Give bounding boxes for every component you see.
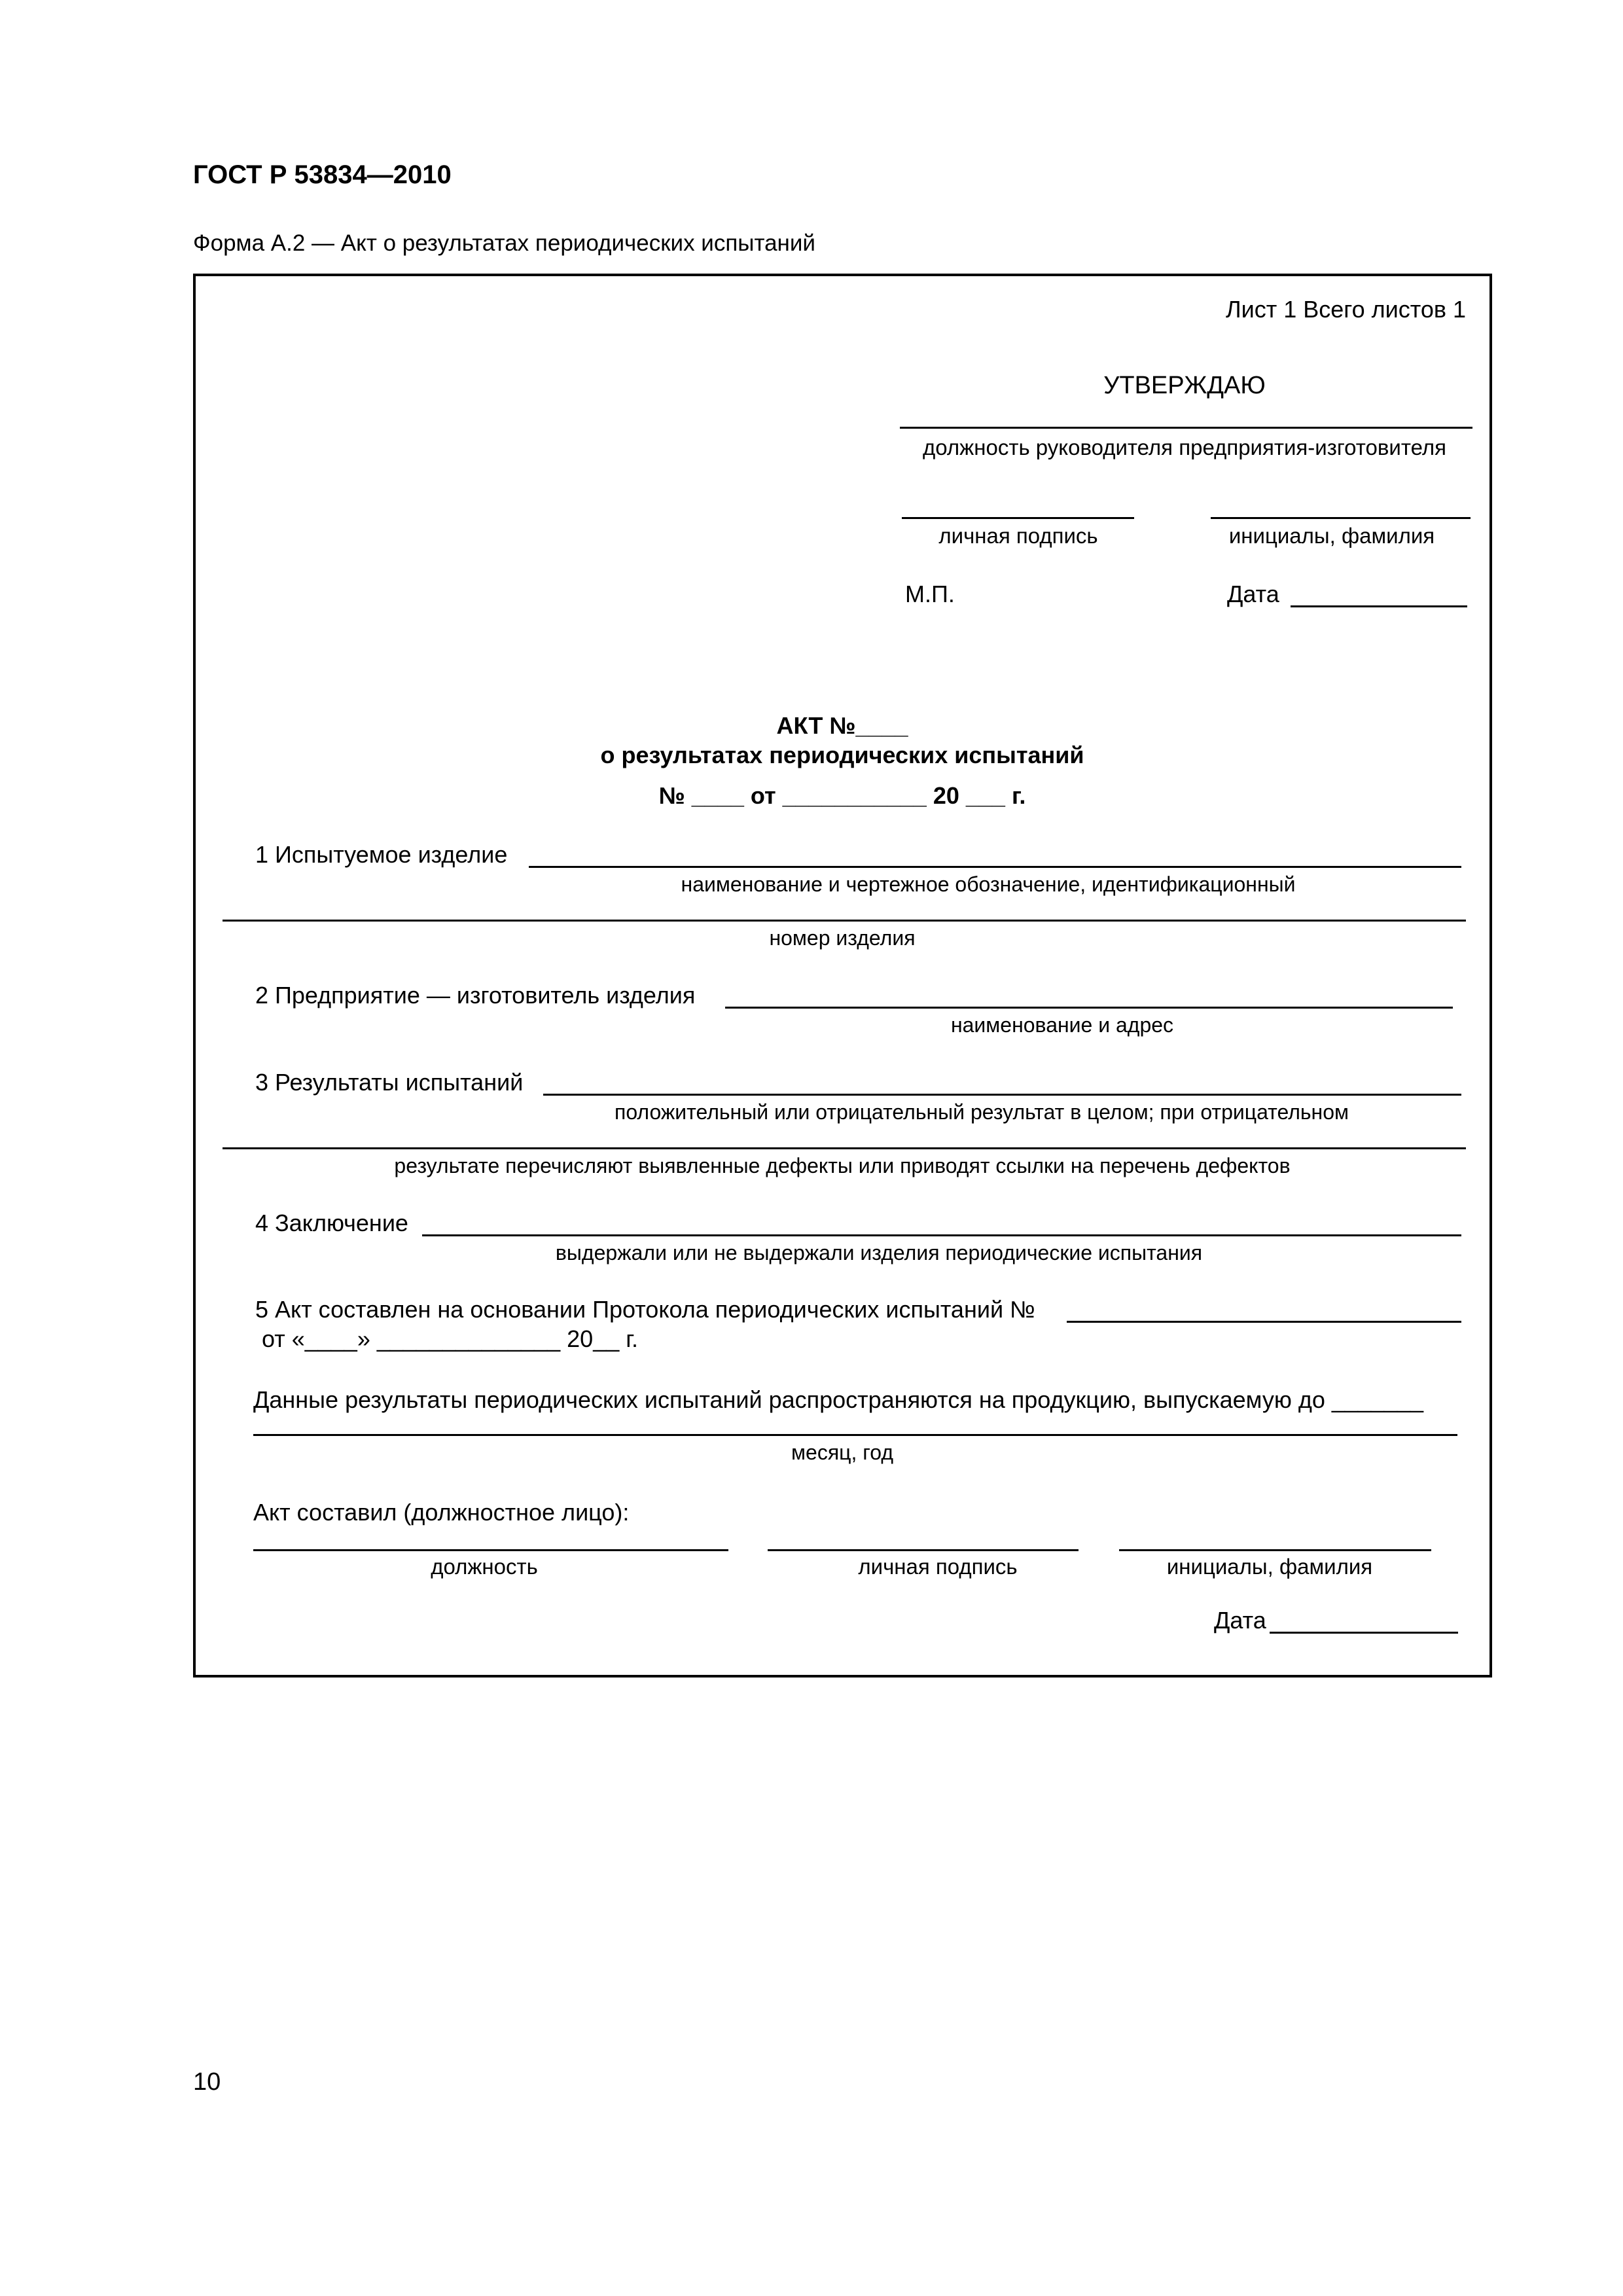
- item3-label: 3 Результаты испытаний: [255, 1069, 524, 1096]
- signature-field[interactable]: [902, 517, 1134, 519]
- item1-caption-continued: номер изделия: [769, 926, 916, 950]
- sheet-info: Лист 1 Всего листов 1: [1225, 296, 1466, 323]
- item5-protocol-field[interactable]: [1067, 1321, 1461, 1323]
- compiler-label: Акт составил (должностное лицо):: [253, 1499, 630, 1526]
- compiler-signature-field[interactable]: [768, 1549, 1079, 1551]
- signature-caption: личная подпись: [938, 524, 1098, 548]
- page-number: 10: [193, 2068, 221, 2096]
- approval-date-field[interactable]: [1291, 605, 1467, 607]
- initials-field[interactable]: [1211, 517, 1471, 519]
- document-header: ГОСТ Р 53834—2010: [193, 160, 452, 189]
- compiler-initials-field[interactable]: [1119, 1549, 1431, 1551]
- item2-field[interactable]: [725, 1007, 1453, 1009]
- item5-date: от «____» ______________ 20__ г.: [262, 1325, 638, 1352]
- initials-caption: инициалы, фамилия: [1228, 524, 1435, 548]
- approval-date-label: Дата: [1227, 581, 1279, 607]
- item3-caption: положительный или отрицательный результат в целом; при отрицательном: [614, 1100, 1349, 1124]
- item1-field-continued[interactable]: [223, 920, 1466, 922]
- act-title: АКТ №____: [776, 712, 908, 739]
- item2-label: 2 Предприятие — изготовитель изделия: [255, 982, 696, 1009]
- item3-field[interactable]: [543, 1094, 1461, 1096]
- item1-field[interactable]: [529, 866, 1461, 868]
- approval-title: УТВЕРЖДАЮ: [1103, 372, 1266, 399]
- item4-field[interactable]: [422, 1234, 1461, 1236]
- item3-caption-continued: результате перечисляют выявленные дефекты или приводят ссылки на перечень дефектов: [394, 1154, 1291, 1177]
- item4-caption: выдержали или не выдержали изделия периодические испытания: [555, 1241, 1203, 1265]
- item5-label: 5 Акт составлен на основании Протокола периодических испытаний №: [255, 1296, 1035, 1323]
- item1-caption: наименование и чертежное обозначение, идентификационный: [681, 872, 1296, 896]
- compiler-position-caption: должность: [431, 1554, 538, 1579]
- validity-caption: месяц, год: [791, 1441, 893, 1464]
- item1-label: 1 Испытуемое изделие: [255, 841, 508, 868]
- item4-label: 4 Заключение: [255, 1210, 408, 1236]
- item2-caption: наименование и адрес: [950, 1013, 1174, 1037]
- validity-field[interactable]: [253, 1434, 1457, 1436]
- item3-field-continued[interactable]: [223, 1147, 1466, 1149]
- stamp-label: М.П.: [905, 581, 955, 607]
- form-frame: [193, 274, 1492, 1677]
- compiler-signature-caption: личная подпись: [858, 1554, 1018, 1579]
- validity-text: Данные результаты периодических испытаний распространяются на продукцию, выпускаемую до _______: [253, 1386, 1423, 1413]
- compiler-date-field[interactable]: [1270, 1632, 1458, 1634]
- compiler-position-field[interactable]: [253, 1549, 728, 1551]
- act-subtitle: о результатах периодических испытаний: [600, 742, 1084, 768]
- compiler-initials-caption: инициалы, фамилия: [1166, 1554, 1373, 1579]
- position-field[interactable]: [900, 427, 1472, 429]
- form-caption: Форма А.2 — Акт о результатах периодических испытаний: [193, 230, 815, 256]
- compiler-date-label: Дата: [1214, 1607, 1266, 1634]
- act-number-line: № ____ от ___________ 20 ___ г.: [658, 782, 1026, 809]
- position-caption: должность руководителя предприятия-изготовителя: [923, 435, 1446, 459]
